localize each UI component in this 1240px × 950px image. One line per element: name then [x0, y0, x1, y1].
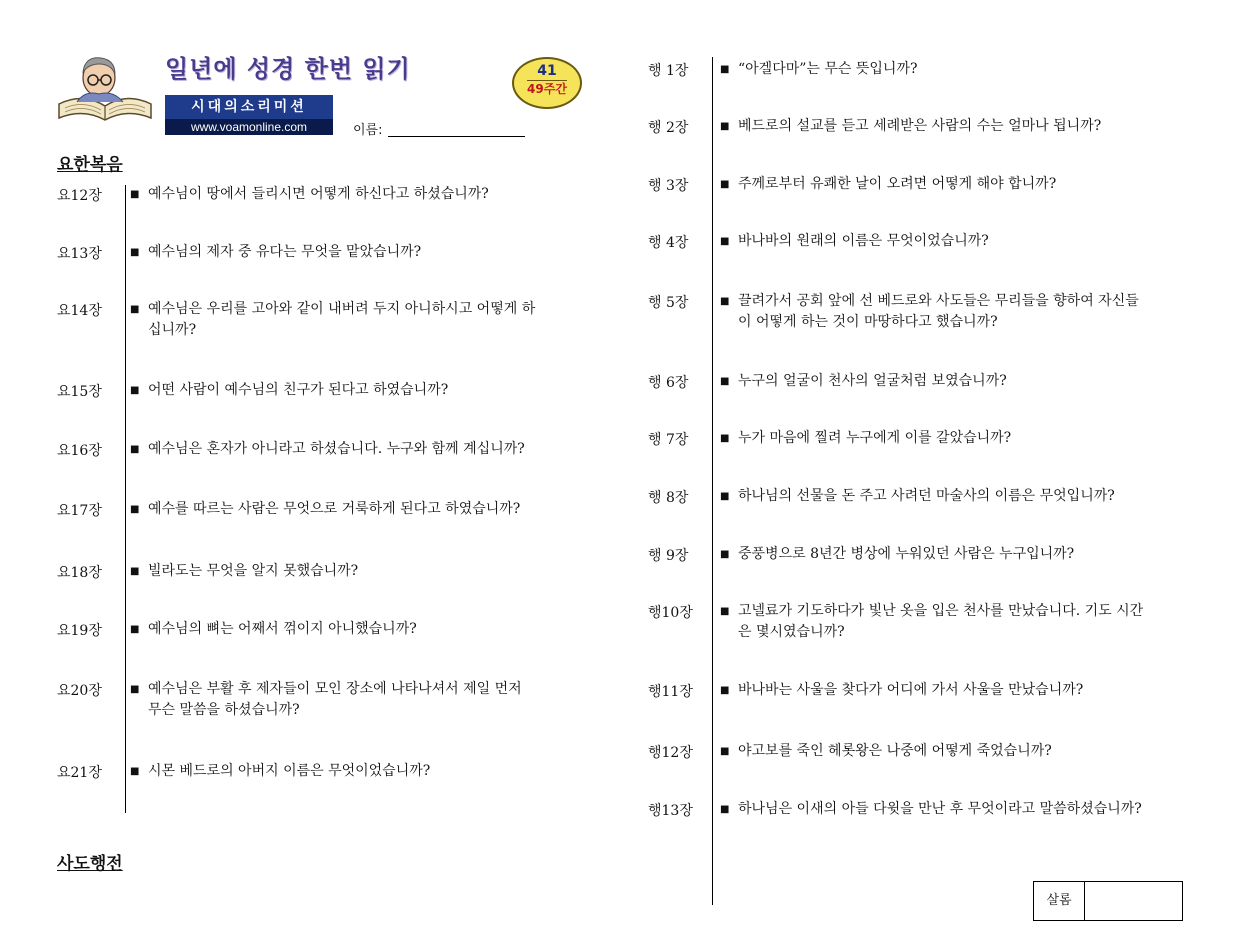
bullet-icon: ■: [130, 385, 140, 396]
question-line: 베드로의 설교를 듣고 세례받은 사람의 수는 얼마나 됩니까?: [738, 118, 1102, 134]
question-line: “아겔다마”는 무슨 뜻입니까?: [738, 61, 918, 77]
question-line: 예수님은 우리를 고아와 같이 내버려 두지 아니하시고 어떻게 하: [148, 301, 536, 317]
acts-chapter-ref: 행 3장: [648, 178, 689, 194]
acts-chapter-ref: 행 9장: [648, 548, 689, 564]
bullet-icon: ■: [720, 746, 730, 757]
acts-chapter-ref: 행 8장: [648, 490, 689, 506]
week-badge-rule: [527, 80, 567, 81]
bullet-icon: ■: [130, 504, 140, 515]
bullet-icon: ■: [130, 444, 140, 455]
bullet-icon: ■: [720, 491, 730, 502]
bullet-icon: ■: [130, 566, 140, 577]
question-line: 예수님의 뼈는 어째서 꺾이지 아니했습니까?: [148, 621, 417, 637]
bullet-icon: ■: [720, 606, 730, 617]
question-line: 끌려가서 공회 앞에 선 베드로와 사도들은 무리들을 향하여 자신들: [738, 293, 1139, 309]
acts-chapter-ref: 행 5장: [648, 295, 689, 311]
bullet-icon: ■: [130, 766, 140, 777]
john-chapter-ref: 요21장: [57, 765, 102, 781]
question-line: 바나바의 원래의 이름은 무엇이었습니까?: [738, 233, 989, 249]
bullet-icon: ■: [130, 684, 140, 695]
john-question-text: [148, 679, 608, 721]
acts-chapter-ref: 행 7장: [648, 432, 689, 448]
signature-field[interactable]: [1085, 882, 1182, 920]
reader-logo-icon: [55, 52, 155, 124]
question-line: 고넬료가 기도하다가 빛난 옷을 입은 천사를 만났습니다. 기도 시간: [738, 603, 1144, 619]
acts-question-text: [738, 231, 1208, 252]
bullet-icon: ■: [720, 433, 730, 444]
acts-divider-line: [712, 57, 713, 905]
john-section-title: 요한복음: [57, 155, 123, 175]
john-divider-line: [125, 185, 126, 813]
john-question-text: [148, 299, 608, 341]
question-line: 중풍병으로 8년간 병상에 누워있던 사람은 누구입니까?: [738, 546, 1075, 562]
bullet-icon: ■: [720, 549, 730, 560]
acts-chapter-ref: 행11장: [648, 684, 693, 700]
acts-question-text: [738, 59, 1208, 80]
john-chapter-ref: 요16장: [57, 443, 102, 459]
acts-section-title: 사도행전: [57, 854, 123, 874]
question-line-continued: 무슨 말씀을 하셨습니까?: [148, 702, 300, 718]
question-line: 예수님은 혼자가 아니라고 하셨습니다. 누구와 함께 계십니까?: [148, 441, 525, 457]
week-badge: [512, 57, 582, 109]
acts-question-text: [738, 680, 1208, 701]
acts-question-text: [738, 601, 1208, 643]
name-label: 이름:: [353, 123, 383, 138]
acts-question-text: [738, 291, 1208, 333]
john-question-text: [148, 619, 608, 640]
john-question-text: [148, 439, 608, 460]
website-link[interactable]: www.voamonline.com: [165, 119, 333, 135]
john-chapter-ref: 요17장: [57, 503, 102, 519]
bullet-icon: ■: [130, 304, 140, 315]
john-chapter-ref: 요18장: [57, 565, 102, 581]
question-line: 하나님은 이새의 아들 다윗을 만난 후 무엇이라고 말씀하셨습니까?: [738, 801, 1142, 817]
john-question-text: [148, 380, 608, 401]
question-line: 야고보를 죽인 헤롯왕은 나중에 어떻게 죽었습니까?: [738, 743, 1052, 759]
bullet-icon: ■: [720, 179, 730, 190]
page-title: 일년에 성경 한번 읽기: [165, 55, 411, 83]
acts-chapter-ref: 행 1장: [648, 63, 689, 79]
question-line: 예수를 따르는 사람은 무엇으로 거룩하게 된다고 하였습니까?: [148, 501, 521, 517]
john-chapter-ref: 요14장: [57, 303, 102, 319]
question-line: 주께로부터 유쾌한 날이 오려면 어떻게 해야 합니까?: [738, 176, 1057, 192]
week-badge-label: 49주간: [527, 82, 567, 96]
acts-question-text: [738, 116, 1208, 137]
question-line-continued: 은 몇시였습니까?: [738, 624, 845, 640]
bullet-icon: ■: [720, 121, 730, 132]
bullet-icon: ■: [720, 296, 730, 307]
name-field[interactable]: [388, 136, 525, 137]
acts-question-text: [738, 486, 1208, 507]
acts-question-text: [738, 544, 1208, 565]
john-question-text: [148, 184, 608, 205]
question-line: 빌라도는 무엇을 알지 못했습니까?: [148, 563, 359, 579]
acts-question-text: [738, 428, 1208, 449]
question-line: 시몬 베드로의 아버지 이름은 무엇이었습니까?: [148, 763, 431, 779]
acts-question-text: [738, 371, 1208, 392]
question-line: 누가 마음에 찔려 누구에게 이를 갈았습니까?: [738, 430, 1012, 446]
john-chapter-ref: 요13장: [57, 246, 102, 262]
acts-chapter-ref: 행13장: [648, 803, 693, 819]
acts-chapter-ref: 행 4장: [648, 235, 689, 251]
acts-chapter-ref: 행10장: [648, 605, 693, 621]
bullet-icon: ■: [720, 376, 730, 387]
bullet-icon: ■: [720, 685, 730, 696]
question-line: 예수님은 부활 후 제자들이 모인 장소에 나타나셔서 제일 먼저: [148, 681, 522, 697]
question-line-continued: 십니까?: [148, 322, 197, 338]
bullet-icon: ■: [720, 64, 730, 75]
question-line: 하나님의 선물을 돈 주고 사려던 마술사의 이름은 무엇입니까?: [738, 488, 1115, 504]
acts-chapter-ref: 행 2장: [648, 120, 689, 136]
signature-label: 살롬: [1034, 882, 1085, 920]
question-line-continued: 이 어떻게 하는 것이 마땅하다고 했습니까?: [738, 314, 998, 330]
john-chapter-ref: 요19장: [57, 623, 102, 639]
bullet-icon: ■: [130, 189, 140, 200]
bullet-icon: ■: [130, 247, 140, 258]
john-question-text: [148, 761, 608, 782]
acts-question-text: [738, 174, 1208, 195]
john-question-text: [148, 561, 608, 582]
john-chapter-ref: 요20장: [57, 683, 102, 699]
acts-chapter-ref: 행12장: [648, 745, 693, 761]
acts-question-text: [738, 799, 1208, 820]
week-badge-number: 41: [537, 63, 557, 79]
question-line: 예수님의 제자 중 유다는 무엇을 맡았습니까?: [148, 244, 422, 260]
john-question-text: [148, 499, 608, 520]
question-line: 예수님이 땅에서 들리시면 어떻게 하신다고 하셨습니까?: [148, 186, 489, 202]
question-line: 누구의 얼굴이 천사의 얼굴처럼 보였습니까?: [738, 373, 1007, 389]
acts-question-text: [738, 741, 1208, 762]
bullet-icon: ■: [720, 236, 730, 247]
brand-banner: 시대의소리미션: [165, 95, 333, 119]
bullet-icon: ■: [720, 804, 730, 815]
signature-box: [1033, 881, 1183, 921]
john-chapter-ref: 요15장: [57, 384, 102, 400]
acts-chapter-ref: 행 6장: [648, 375, 689, 391]
john-question-text: [148, 242, 608, 263]
question-line: 어떤 사람이 예수님의 친구가 된다고 하였습니까?: [148, 382, 449, 398]
bullet-icon: ■: [130, 624, 140, 635]
question-line: 바나바는 사울을 찾다가 어디에 가서 사울을 만났습니까?: [738, 682, 1084, 698]
john-chapter-ref: 요12장: [57, 188, 102, 204]
